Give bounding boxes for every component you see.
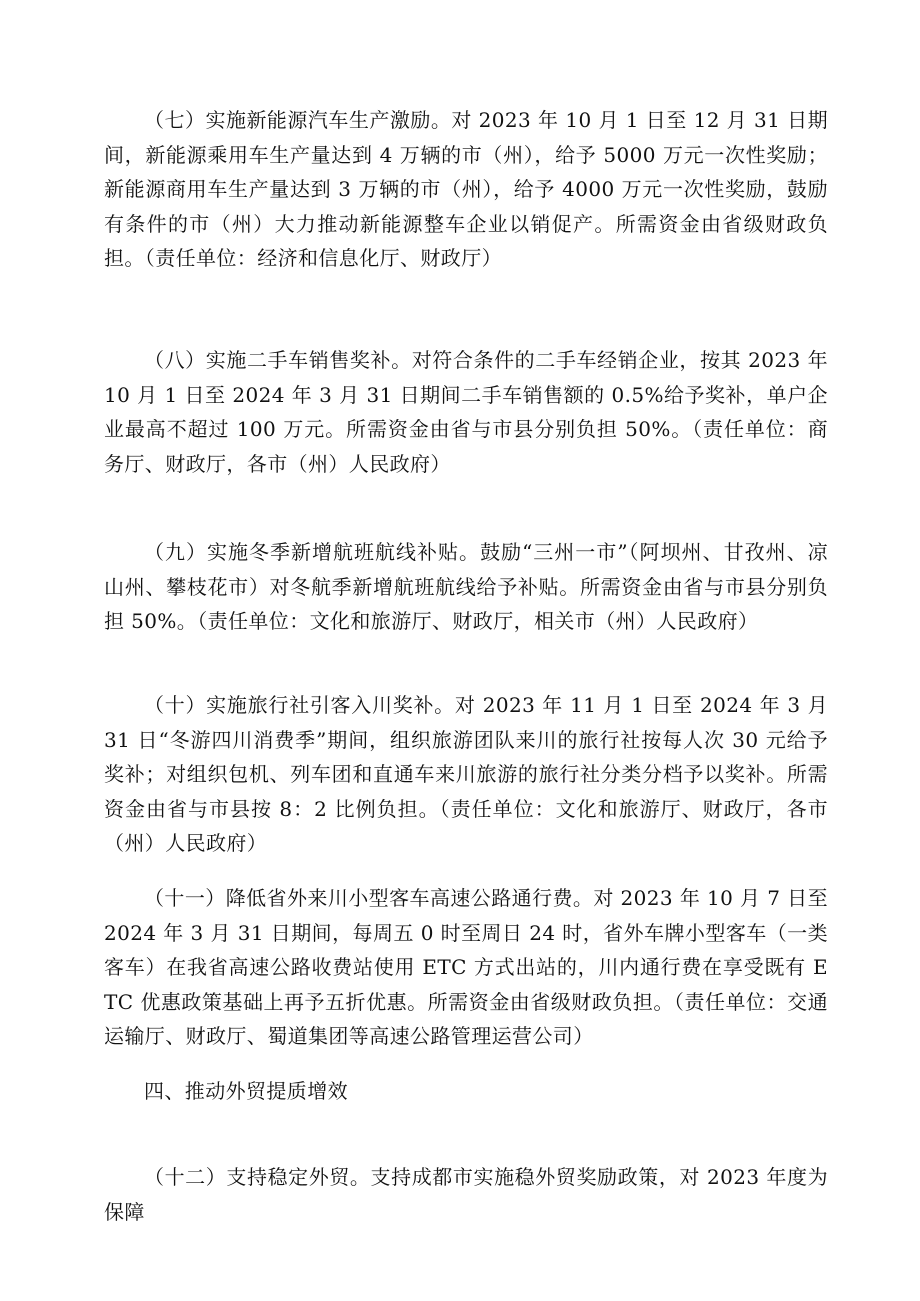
paragraph-9: （九）实施冬季新增航班航线补贴。鼓励“三州一市”（阿坝州、甘孜州、凉山州、攀枝花市）对冬航季新增航班航线给予补贴。所需资金由省与市县分别负担 50%。（责任单位：文化和旅游厅、财政厅，相关市（州）人民政府） — [104, 540, 828, 633]
section-heading: 四、推动外贸提质增效 — [144, 1079, 348, 1103]
paragraph-7: （七）实施新能源汽车生产激励。对 2023 年 10 月 1 日至 12 月 31 日期间，新能源乘用车生产量达到 4 万辆的市（州），给予 5000 万元一次性奖励；新能源商用车生产量达到 3 万辆的市（州），给予 4000 万元一次性奖励，鼓励有条件的市（州）大力推动新能源整车企业以销促产。所需资金由省级财政负担。（责任单位：经济和信息化厅、财政厅） — [104, 108, 828, 270]
paragraph-12: （十二）支持稳定外贸。支持成都市实施稳外贸奖励政策，对 2023 年度为保障 — [104, 1165, 828, 1224]
paragraph-8: （八）实施二手车销售奖补。对符合条件的二手车经销企业，按其 2023 年 10 月 1 日至 2024 年 3 月 31 日期间二手车销售额的 0.5%给予奖补，单户企业最高不超过 100 万元。所需资金由省与市县分别负担 50%。（责任单位：商务厅、财政厅，各市（州）人民政府） — [104, 348, 828, 476]
paragraph-11: （十一）降低省外来川小型客车高速公路通行费。对 2023 年 10 月 7 日至 2024 年 3 月 31 日期间，每周五 0 时至周日 24 时，省外车牌小型客车（一类客车）在我省高速公路收费站使用 ETC 方式出站的，川内通行费在享受既有 ETC 优惠政策基础上再予五折优惠。所需资金由省级财政负担。（责任单位：交通运输厅、财政厅、蜀道集团等高速公路管理运营公司） — [104, 886, 828, 1048]
paragraph-10: （十）实施旅行社引客入川奖补。对 2023 年 11 月 1 日至 2024 年 3 月 31 日“冬游四川消费季”期间，组织旅游团队来川的旅行社按每人次 30 元给予奖补；对组织包机、列车团和直通车来川旅游的旅行社分类分档予以奖补。所需资金由省与市县按 8：2 比例负担。（责任单位：文化和旅游厅、财政厅，各市（州）人民政府） — [104, 693, 828, 855]
